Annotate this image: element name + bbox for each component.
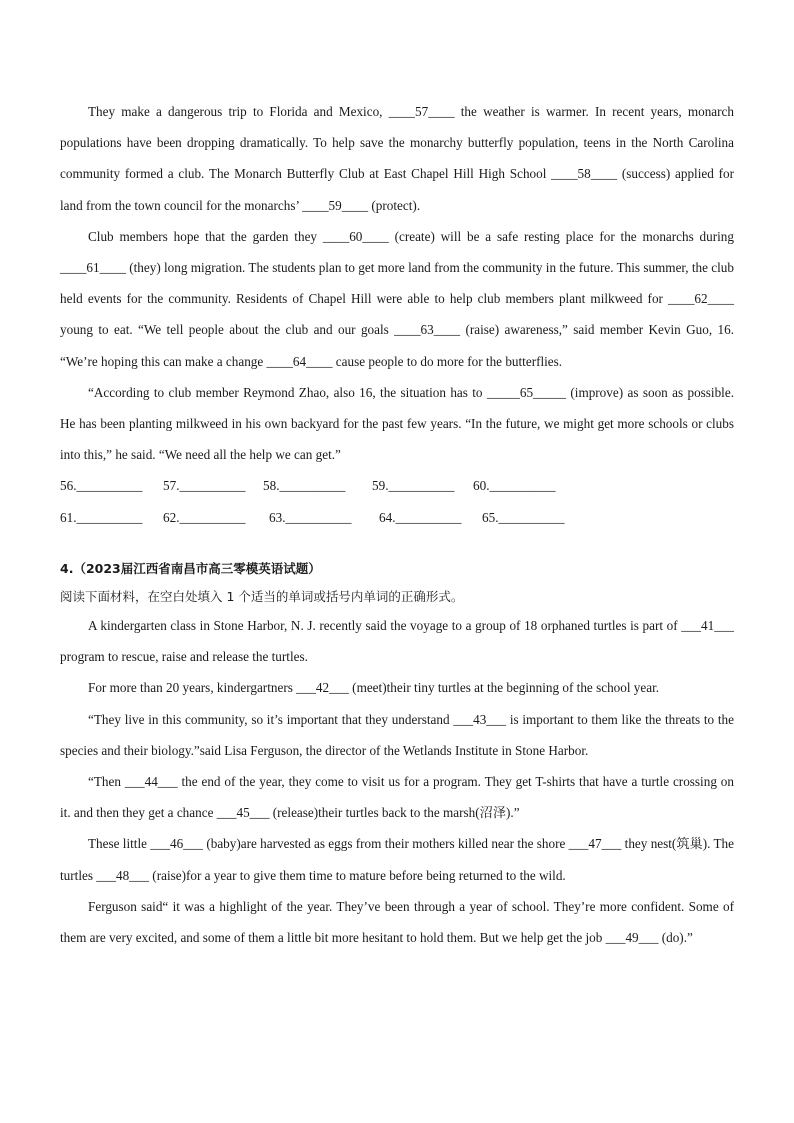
passage-2-paragraph: A kindergarten class in Stone Harbor, N. J. recently said the voyage to a group of 18 orphaned turtles is part of ___41___ program to rescue, raise and release the turtles. [60,618,734,665]
answer-row-2 [60,502,734,533]
answer-row-1 [60,470,734,501]
answer-blank: 63.__________ [269,509,352,525]
answer-blank: 65.__________ [482,509,565,525]
answer-blank: 62.__________ [163,509,246,525]
passage-1-paragraph: Club members hope that the garden they ____60____ (create) will be a safe resting place for the monarchs during ____61____ (they) long migration. The students plan to get more land from the community in the future. This summer, the club held events for the community. Residents of Chapel Hill were able to help club members plant milkweed for ____62____ young to eat. “We tell people about the club and our goals ____63____ (raise) awareness,” said member Kevin Guo, 16. “We’re hoping this can make a change ____64____ cause people to do more for the butterflies. [60,228,734,369]
answer-blank: 64.__________ [379,509,462,525]
document-page [60,96,734,953]
answer-blank: 58.__________ [263,478,346,494]
answer-blank: 57.__________ [163,478,246,494]
answer-blank: 59.__________ [372,478,455,494]
answer-blank: 60.__________ [473,478,556,494]
passage-1-paragraph: They make a dangerous trip to Florida and Mexico, ____57____ the weather is warmer. In recent years, monarch populations have been dropping dramatically. To help save the monarchy butterfly population, teens in the North Carolina community formed a club. The Monarch Butterfly Club at East Chapel Hill High School ____58____ (success) applied for land from the town council for the monarchs’ ____59____ (protect). [60,104,734,213]
passage-2-paragraph: Ferguson said“ it was a highlight of the year. They’ve been through a year of school. They’re more confident. Some of them are very excited, and some of them a little bit more hesitant to hold them. But we help get the job ___49___ (do).” [60,898,734,946]
passage-2-paragraph: These little ___46___ (baby)are harvested as eggs from their mothers killed near the shore ___47___ they nest(筑巢). The turtles ___48___ (raise)for a year to give them time to mature before being returned to the wild. [60,836,734,883]
passage-2-paragraph: “They live in this community, so it’s important that they understand ___43___ is important to them like the threats to the species and their biology.”said Lisa Ferguson, the director of the Wetlands Institute in Stone Harbor. [60,711,734,758]
passage-2-paragraph: For more than 20 years, kindergartners ___42___ (meet)their tiny turtles at the beginning of the school year. [88,680,660,696]
passage-1-paragraph: “According to club member Reymond Zhao, also 16, the situation has to _____65_____ (improve) as soon as possible. He has been planting milkweed in his own backyard for the past few years. “In the future, we might get more schools or clubs into this,” he said. “We need all the help we can get.” [60,384,734,463]
passage-1 [60,96,734,470]
passage-2 [60,610,734,953]
passage-2-paragraph: “Then ___44___ the end of the year, they come to visit us for a program. They get T-shirts that have a turtle crossing on it. and then they get a chance ___45___ (release)their turtles back to the marsh(沼泽).” [60,774,734,821]
question-4-heading: 4.（2023届江西省南昌市高三零模英语试题） [60,560,321,576]
question-4-instruction: 阅读下面材料，在空白处填入 1 个适当的单词或括号内单词的正确形式。 [60,589,464,605]
answer-blank: 61.__________ [60,509,143,525]
answer-blank: 56.__________ [60,478,143,494]
